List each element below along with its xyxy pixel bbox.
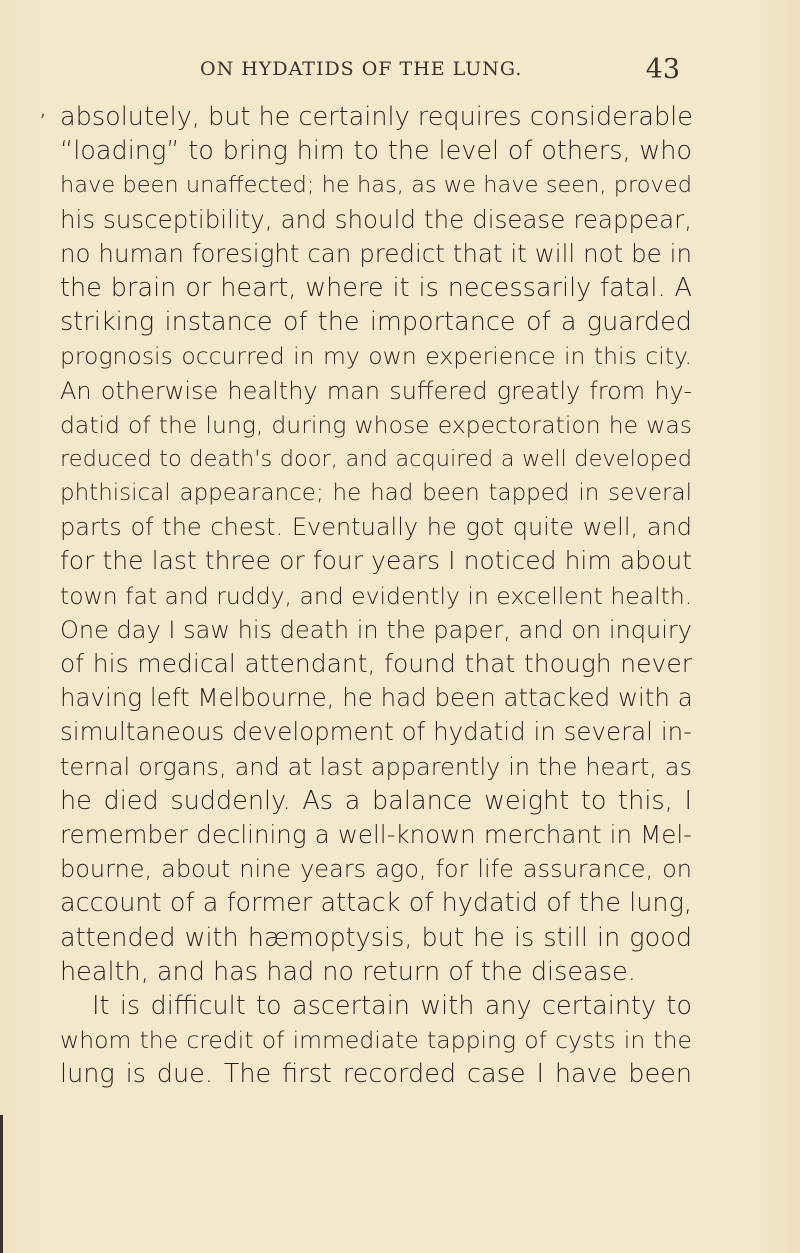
text-line: remember declining a well-known merchant in Mel- [60, 819, 692, 849]
text-line: whom the credit of immediate tapping of cysts in the [60, 1026, 692, 1055]
text-line: having left Melbourne, he had been attacked with a [60, 683, 693, 713]
text-line: no human foresight can predict that it will not be in [60, 238, 692, 268]
text-line: attended with hæmoptysis, but he is still in good [60, 922, 692, 953]
text-line: town fat and ruddy, and evidently in excellent health. [60, 581, 693, 610]
text-line: “loading” to bring him to the level of others, who [60, 136, 692, 167]
text-line: It is difficult to ascertain with any certainty to [92, 990, 692, 1021]
text-line: lung is due. The first recorded case I have been [60, 1059, 692, 1090]
text-line: prognosis occurred in my own experience in this city. [60, 342, 692, 371]
body-text [60, 100, 692, 1091]
text-line: striking instance of the importance of a guarded [60, 307, 692, 338]
text-line: he died suddenly. As a balance weight to this, I [60, 785, 692, 816]
margin-mark: , [40, 100, 46, 121]
text-line: parts of the chest. Eventually he got quite well, and [60, 513, 692, 542]
text-line: account of a former attack of hydatid of the lung, [60, 888, 692, 919]
text-line: ternal organs, and at last apparently in the heart, as [60, 752, 692, 781]
text-line: bourne, about nine years ago, for life assurance, on [60, 855, 692, 884]
text-line: datid of the lung, during whose expectoration he was [60, 410, 692, 439]
text-line: One day I saw his death in the paper, and on inquiry [60, 615, 692, 644]
page-number: 43 [645, 54, 680, 85]
running-title: ON HYDATIDS OF THE LUNG. [200, 58, 523, 80]
binding-edge-shadow [0, 1115, 3, 1253]
text-line: absolutely, but he certainly requires considerable [60, 102, 693, 132]
running-head [60, 54, 680, 86]
text-line: reduced to death's door, and acquired a well developed [60, 445, 692, 472]
text-line: phthisical appearance; he had been tapped in several [60, 480, 692, 507]
text-line: for the last three or four years I noticed him about [60, 546, 692, 576]
text-line: the brain or heart, where it is necessarily fatal. A [60, 272, 692, 303]
text-line: have been unaffected; he has, as we have seen, proved [60, 172, 692, 199]
text-line: An otherwise healthy man suffered greatly from hy- [60, 376, 692, 405]
text-line: his susceptibility, and should the disease reappear, [60, 204, 692, 234]
text-line: of his medical attendant, found that though never [60, 649, 692, 678]
text-line: health, and has had no return of the disease. [60, 956, 636, 987]
text-line: simultaneous development of hydatid in several in- [60, 717, 692, 747]
